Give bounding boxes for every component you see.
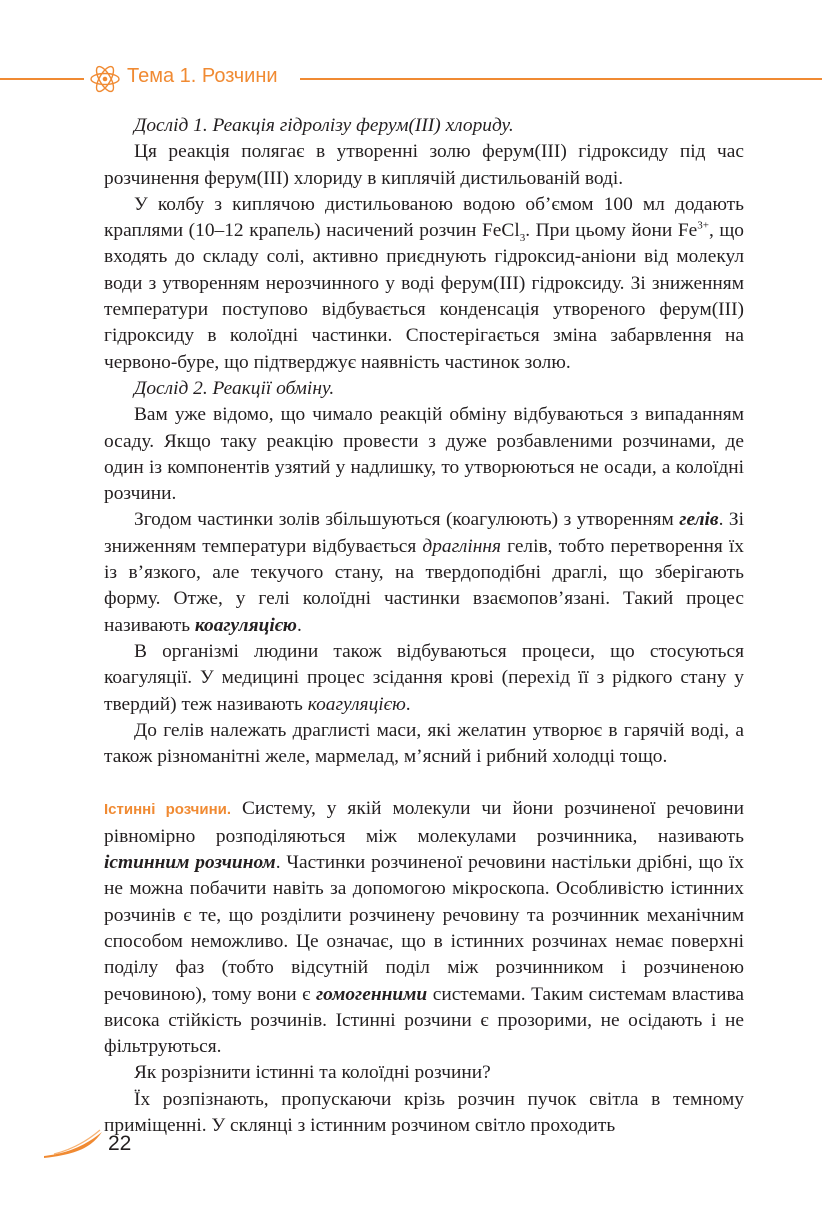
- paragraph: [104, 507, 744, 638]
- header-rule-left: [0, 78, 84, 80]
- term-true-solution: істинним розчином: [104, 852, 276, 874]
- section-spacer: [104, 770, 744, 796]
- text-run: , що входять до складу солі, активно приєднують гідроксид-аніони від молекул води з утворенням нерозчинного у воді ферум(III) гідроксиду. Зі зниженням температури поступово відбувається конденсація утвореного ферум(III) гідроксиду в колоїдні частинки. Спостерігається зміна забарвлення на червоно-буре, що підтверджує наявність частинок золю.: [104, 220, 744, 373]
- text-run: гелів, тобто перетворення їх із в’язкого, але текучого стану, на твердоподібні драглі, що зберігають форму. Отже, у гелі колоїдні частинки взаємопов’язані. Такий процес називають: [104, 535, 745, 636]
- header-rule-right: [300, 78, 822, 80]
- term-jelly: драгління: [422, 535, 502, 557]
- text-run: .: [296, 614, 302, 636]
- page-body: [104, 113, 744, 1139]
- experiment-1-heading: Дослід 1. Реакція гідролізу ферум(III) хлориду.: [134, 115, 514, 136]
- swoosh-icon: [40, 1128, 106, 1160]
- term-coagulation-italic: коагуляцією: [307, 693, 406, 715]
- paragraph: [104, 796, 744, 1060]
- section-heading-true-solutions: Істинні розчини.: [104, 801, 232, 819]
- text-run: . Зі зниженням температури відбувається: [104, 509, 744, 557]
- paragraph: Ця реакція полягає в утворенні золю ферум(III) гідроксиду під час розчинення ферум(III) хлориду в киплячій дистильованій воді.: [104, 141, 744, 189]
- text-run: .: [405, 693, 411, 715]
- page-footer: [40, 1128, 160, 1162]
- text-run: Згодом частинки золів збільшуються (коагулюють) з утворенням: [134, 509, 680, 531]
- text-run: . При цьому йони Fe: [525, 220, 698, 242]
- superscript: 3+: [697, 219, 709, 232]
- text-run: В організмі людини також відбуваються процеси, що стосуються коагуляції. У медицині процес зсідання крові (перехід її з рідкого стану у твердий) теж називають: [104, 640, 744, 715]
- text-run: У колбу з киплячою дистильованою водою об’ємом 100 мл додають краплями (10–12 крапель) насичений розчин FeCl: [104, 193, 744, 242]
- paragraph: Їх розпізнають, пропускаючи крізь розчин пучок світла в темному приміщенні. У склянці з істинним розчином світло проходить: [104, 1088, 744, 1136]
- experiment-2-heading: Дослід 2. Реакції обміну.: [134, 377, 335, 399]
- paragraph: Як розрізнити істинні та колоїдні розчини?: [134, 1062, 491, 1084]
- paragraph: Вам уже відомо, що чимало реакцій обміну відбуваються з випаданням осаду. Якщо таку реакцію провести з дуже розбавленими розчинами, де один із компонентів узятий у надлишку, то утворюються не осади, а колоїдні розчини.: [104, 404, 744, 505]
- paragraph: [104, 192, 744, 376]
- page-number: 22: [108, 1132, 132, 1155]
- paragraph: [104, 639, 744, 718]
- chapter-title: Тема 1. Розчини: [127, 65, 278, 87]
- text-run: системами. Таким системам властива висока стійкість розчинів. Істинні розчини є прозорими, не осідають і не фільтруються.: [104, 983, 744, 1058]
- atom-icon: [88, 62, 122, 96]
- text-run: Систему, у якій молекули чи йони розчиненої речовини рівномірно розподіляються між молекулами розчинника, називають: [104, 798, 744, 847]
- term-homogeneous: гомогенними: [315, 983, 428, 1005]
- term-coagulation: коагуляцією: [194, 614, 297, 636]
- text-run: . Частинки розчиненої речовини настільки дрібні, що їх не можна побачити навіть за допомогою мікроскопа. Особливістю істинних розчинів є те, що розділити розчинену речовину та розчинник механічним способом неможливо. Це означає, що в істинних розчинах немає поверхні поділу фаз (тобто відсутній поділ між розчинником і розчиненою речовиною), тому вони є: [104, 852, 744, 1005]
- term-gels: гелів: [679, 509, 719, 531]
- paragraph: До гелів належать драглисті маси, які желатин утворює в гарячій воді, а також різноманітні желе, мармелад, м’ясний і рибний холодці тощо.: [104, 719, 744, 768]
- subscript: 3: [519, 232, 526, 245]
- page-header: [0, 60, 822, 96]
